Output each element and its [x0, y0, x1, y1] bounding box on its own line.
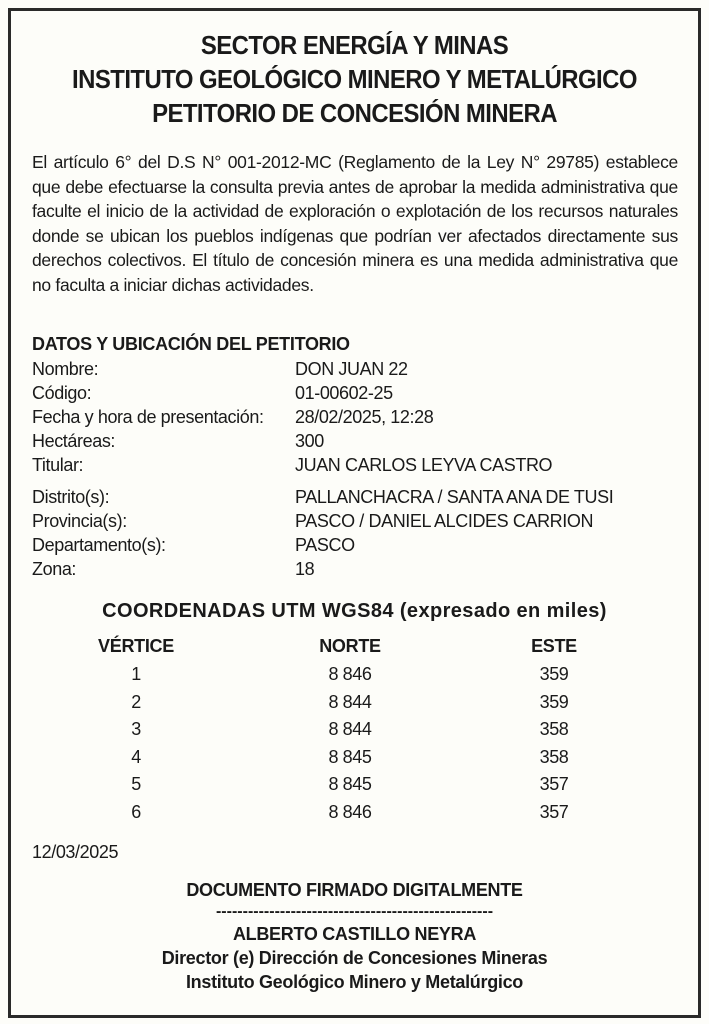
vertice-cell: 2 — [131, 691, 141, 712]
table-row — [60, 716, 620, 744]
datos-value: 300 — [295, 431, 324, 451]
datos-label: Titular: — [32, 455, 84, 475]
norte-cell: 8 845 — [328, 746, 372, 767]
datos-label: Zona: — [32, 559, 77, 579]
vertice-cell: 6 — [131, 801, 141, 822]
datos-row-titular — [32, 453, 672, 477]
norte-cell: 8 846 — [328, 801, 372, 822]
datos-label: Código: — [32, 383, 92, 403]
column-header-vertice: VÉRTICE — [98, 636, 174, 656]
norte-cell: 8 844 — [328, 719, 372, 740]
coordenadas-heading: COORDENADAS UTM WGS84 (expresado en miles) — [102, 600, 607, 622]
datos-list — [32, 357, 672, 581]
column-header-este: ESTE — [531, 636, 577, 656]
notice-date: 12/03/2025 — [32, 842, 119, 862]
signer-name: ALBERTO CASTILLO NEYRA — [232, 924, 477, 944]
datos-label: Provincia(s): — [32, 511, 127, 531]
signer-institution: Instituto Geológico Minero y Metalúrgico — [185, 972, 523, 992]
datos-heading: DATOS Y UBICACIÓN DEL PETITORIO — [32, 334, 350, 354]
datos-value: PASCO — [295, 535, 355, 555]
column-header-norte: NORTE — [319, 636, 381, 656]
norte-cell: 8 845 — [328, 774, 372, 795]
datos-value: 01-00602-25 — [295, 383, 393, 403]
header — [14, 28, 695, 130]
datos-value: PASCO / DANIEL ALCIDES CARRION — [295, 511, 594, 531]
header-line-petitorio: PETITORIO DE CONCESIÓN MINERA — [152, 98, 557, 128]
datos-value: 18 — [295, 559, 315, 579]
datos-label: Nombre: — [32, 359, 99, 379]
header-line-sector: SECTOR ENERGÍA Y MINAS — [200, 30, 509, 60]
este-cell: 359 — [539, 691, 569, 712]
digital-signature-note: DOCUMENTO FIRMADO DIGITALMENTE — [186, 880, 523, 900]
signature-separator: ---------------------------------------------------- — [215, 903, 494, 920]
table-header-row — [60, 634, 620, 661]
table-row — [60, 744, 620, 772]
intro-paragraph: El artículo 6° del D.S N° 001-2012-MC (Reglamento de la Ley N° 29785) establece que debe efectuarse la consulta previa antes de aprobar la medida administrativa que faculte el inicio de la actividad de exploración o explotación de los recursos naturales donde se ubican los pueblos indígenas que podrían ver afectados directamente sus derechos colectivos. El título de concesión minera es una medida administrativa que no faculta a iniciar dichas actividades. — [32, 152, 678, 295]
datos-row-hectareas — [32, 429, 672, 453]
datos-row-nombre — [32, 357, 672, 381]
datos-value: PALLANCHACRA / SANTA ANA DE TUSI — [295, 487, 614, 507]
datos-row-departamento — [32, 533, 672, 557]
este-cell: 357 — [539, 774, 569, 795]
table-row — [60, 689, 620, 717]
este-cell: 359 — [539, 664, 569, 685]
vertice-cell: 5 — [131, 774, 141, 795]
este-cell: 358 — [539, 746, 569, 767]
table-row — [60, 661, 620, 689]
vertice-cell: 1 — [131, 664, 141, 685]
datos-label: Fecha y hora de presentación: — [32, 407, 264, 427]
datos-label: Hectáreas: — [32, 431, 116, 451]
datos-value: JUAN CARLOS LEYVA CASTRO — [295, 455, 553, 475]
header-line-institute: INSTITUTO GEOLÓGICO MINERO Y METALÚRGICO — [72, 64, 637, 94]
este-cell: 358 — [539, 719, 569, 740]
datos-row-provincia — [32, 509, 672, 533]
datos-row-codigo — [32, 381, 672, 405]
vertice-cell: 4 — [131, 746, 141, 767]
norte-cell: 8 846 — [328, 664, 372, 685]
signature-block — [0, 878, 709, 994]
datos-label: Distrito(s): — [32, 487, 110, 507]
datos-row-zona — [32, 557, 672, 581]
datos-value: DON JUAN 22 — [295, 359, 408, 379]
table-row — [60, 799, 620, 827]
signer-title: Director (e) Dirección de Concesiones Mineras — [161, 948, 548, 968]
norte-cell: 8 844 — [328, 691, 372, 712]
datos-value: 28/02/2025, 12:28 — [295, 407, 434, 427]
datos-row-distrito — [32, 485, 672, 509]
vertice-cell: 3 — [131, 719, 141, 740]
este-cell: 357 — [539, 801, 569, 822]
table-row — [60, 771, 620, 799]
coordenadas-table — [60, 634, 620, 826]
datos-row-fecha — [32, 405, 672, 429]
datos-label: Departamento(s): — [32, 535, 166, 555]
